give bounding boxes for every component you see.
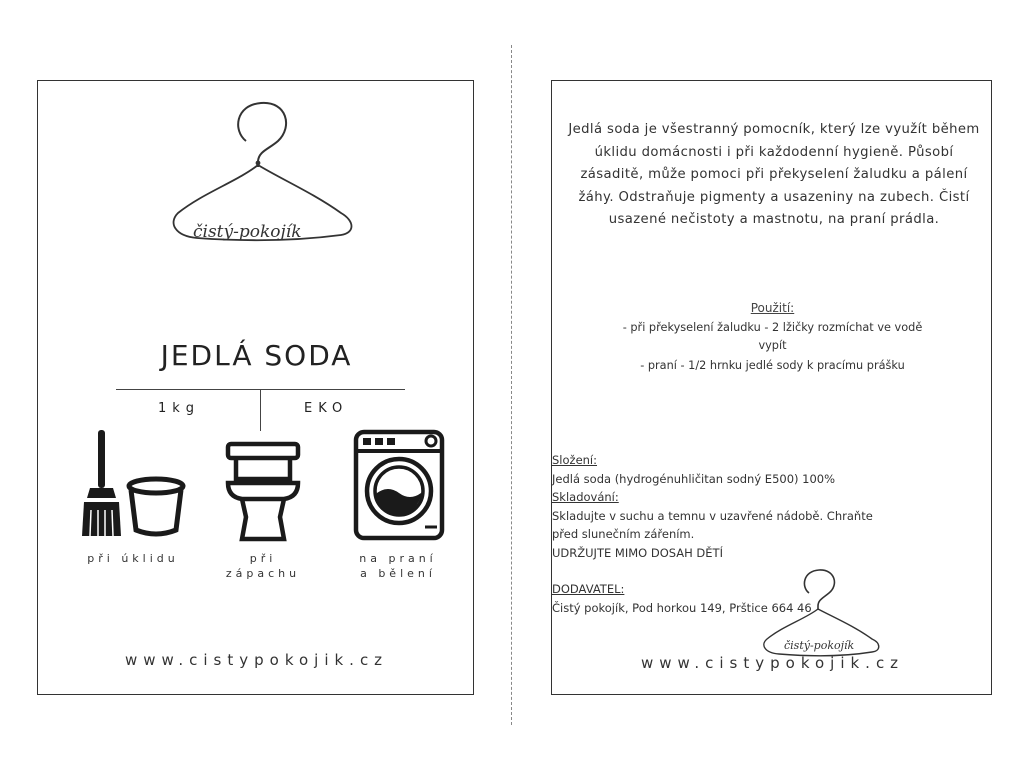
usage-heading: Použití: [750, 301, 795, 315]
eko-label: EKO [304, 401, 349, 416]
website-url: www.cistypokojik.cz [124, 651, 389, 669]
washing-machine-icon [353, 429, 445, 541]
toilet-icon [224, 441, 302, 543]
storage-heading: Skladování: [552, 490, 619, 504]
caption-laundry [338, 551, 458, 581]
composition-heading: Složení: [552, 453, 598, 467]
divider-vertical [260, 389, 261, 431]
website-url: www.cistypokojik.cz [640, 654, 905, 672]
composition-text: Jedlá soda (hydrogénuhličitan sodný E500) 100% [552, 471, 836, 486]
caption-odor [208, 551, 318, 581]
label-front [37, 80, 474, 695]
supplier-text: Čistý pokojík, Pod horkou 149, Prštice 664 46 [552, 600, 812, 615]
storage-line: před slunečním zářením. [552, 527, 695, 541]
brand-logo-text: čistý-pokojík [784, 639, 855, 652]
warning-text: UDRŽUJTE MIMO DOSAH DĚTÍ [552, 545, 723, 560]
caption-odor-line-2: zápachu [225, 567, 301, 580]
caption-laundry-line-1: na praní [359, 552, 437, 565]
caption-cleaning: při úklidu [87, 552, 179, 565]
storage-line: Skladujte v suchu a temnu v uzavřené nádobě. Chraňte [552, 508, 873, 523]
usage-line: - praní - 1/2 hrnku jedlé sody k pracímu prášku [640, 359, 905, 372]
caption-odor-line-1: při [249, 552, 277, 565]
label-back [551, 80, 992, 695]
brand-logo-text: čistý-pokojík [193, 222, 302, 242]
fold-line [511, 45, 512, 725]
weight-label: 1kg [158, 401, 201, 416]
product-description: Jedlá soda je všestranný pomocník, který lze využít během úklidu domácnosti i při každodenní hygieně. Působí zásaditě, může pomoci při překyselení žaludku a pálení žáhy. Odstraňuje pigmenty a usazeniny na zubech. Čistí usazené nečistoty a mastnotu, na praní prádla. [568, 122, 980, 227]
usage-line: vypít [758, 339, 787, 352]
supplier-heading: DODAVATEL: [552, 582, 625, 596]
usage-line: - při překyselení žaludku - 2 lžičky rozmíchat ve vodě [622, 321, 923, 334]
product-title: JEDLÁ SODA [160, 339, 353, 372]
caption-laundry-line-2: a bělení [360, 567, 436, 580]
broom-bucket-icon [80, 428, 188, 540]
